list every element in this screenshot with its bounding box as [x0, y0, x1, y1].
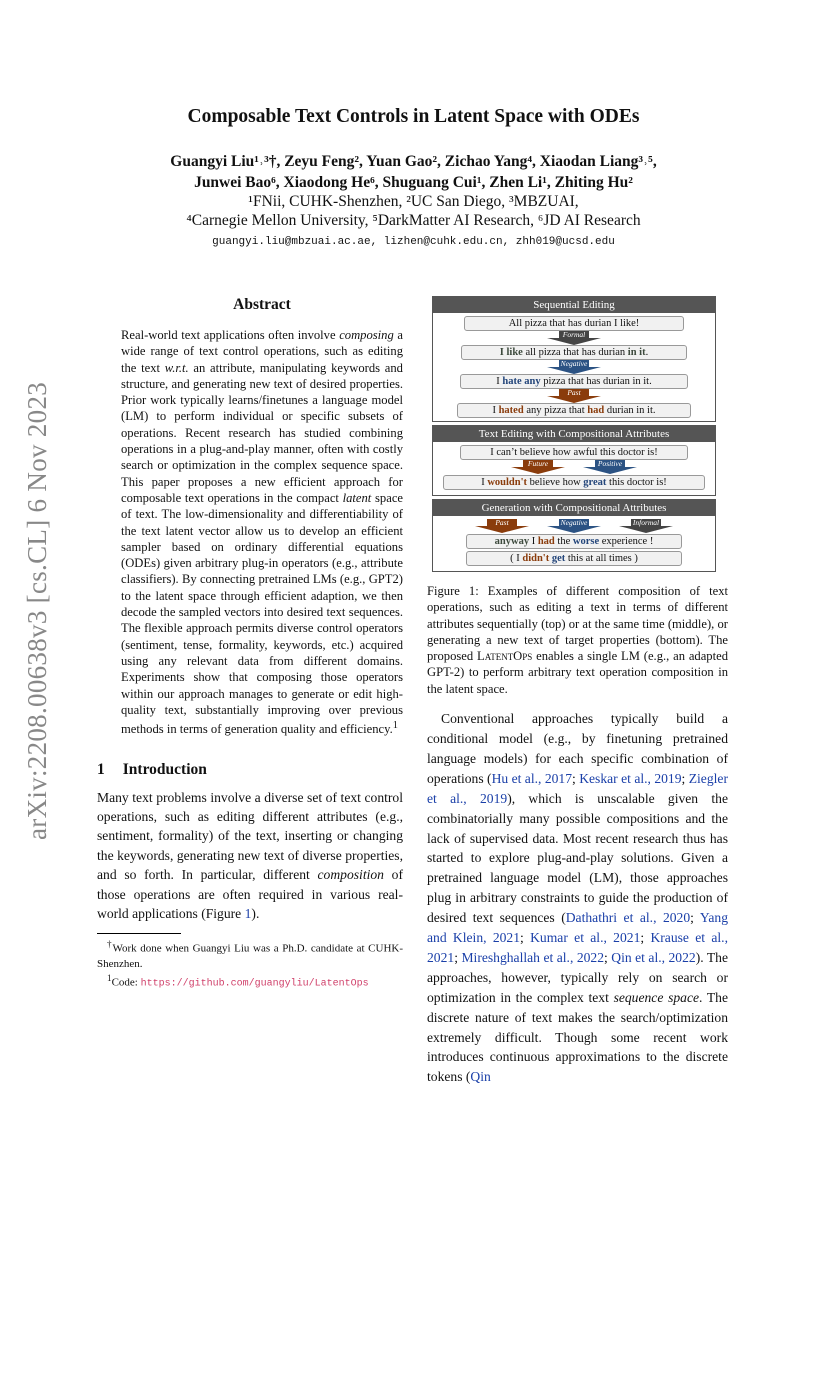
example-sentence [461, 345, 687, 360]
citation-link[interactable]: Dathathri et al., 2020 [565, 910, 691, 926]
citation-link[interactable]: Krause et al., 2021 [427, 930, 728, 965]
figure-panel-gen [432, 499, 716, 572]
authors-line-1: Guangyi Liu¹˒³†, Zeyu Feng², Yuan Gao², Zichao Yang⁴, Xiaodan Liang³˒⁵, [170, 153, 657, 170]
citation-link[interactable]: Mireshghallah et al., 2022 [461, 949, 605, 965]
edited-word: anyway [494, 536, 530, 547]
operator-label: Informal [632, 518, 660, 527]
section-title: Introduction [122, 760, 207, 778]
operator-arrow-icon [619, 519, 673, 533]
section-heading-introduction [97, 760, 403, 780]
text-span: ; [572, 770, 580, 786]
example-sentence [457, 403, 691, 418]
figure-1 [432, 296, 716, 575]
sentence-text: experience ! [599, 536, 654, 547]
footnote-code: $^1$Code: https://github.com/guangyliu/LatentOps [107, 973, 369, 990]
edited-word: get [551, 553, 566, 564]
text-span: a wide range of text control operations, such as editing the text [121, 328, 403, 375]
sentence-text: pizza that has durian in it. [540, 376, 652, 387]
edited-word: hated [498, 405, 524, 416]
text-span: composition [317, 867, 384, 883]
operator-arrow-icon [547, 360, 601, 374]
panel-title: Sequential Editing [433, 297, 715, 313]
operator-label: Past [495, 518, 509, 527]
text-span: ). [251, 906, 260, 922]
citation-link[interactable]: Yang and Klein, 2021 [427, 910, 728, 946]
citation-link[interactable]: Hu et al., 2017 [491, 770, 573, 786]
paper-title: Composable Text Controls in Latent Space with ODEs [187, 106, 640, 127]
example-sentence [460, 374, 688, 389]
sentence-text: this doctor is! [606, 477, 667, 488]
text-span: sequence space [613, 989, 700, 1005]
citation-link[interactable]: 1 [244, 906, 252, 922]
text-span: LatentOps [477, 649, 533, 664]
citation-link[interactable]: Kumar et al., 2021 [530, 930, 641, 946]
authors-line-2: Junwei Bao⁶, Xiaodong He⁶, Shuguang Cui¹, Zhen Li¹, Zhiting Hu² [194, 174, 633, 191]
sentence-text: any pizza that [523, 405, 588, 416]
figure-caption [427, 583, 728, 697]
text-span: ). The approaches, however, typically rely on search or optimization in the complex text [427, 949, 728, 1005]
text-span: enables a single LM (e.g., an adapted GPT-2) to perform arbitrary text operation composition in the latent space. [427, 649, 728, 696]
affiliations-line-2: ⁴Carnegie Mellon University, ⁵DarkMatter AI Research, ⁶JD AI Research [186, 212, 641, 229]
abstract-text [121, 327, 403, 738]
sentence-text: ( I [510, 553, 523, 564]
operator-arrow-icon [583, 460, 637, 474]
panel-title: Text Editing with Compositional Attributes [433, 426, 715, 442]
footnote-dagger: †Work done when Guangyi Liu was a Ph.D. candidate at CUHK-Shenzhen. [97, 939, 403, 970]
code-link[interactable]: https://github.com/guangyliu/LatentOps [140, 978, 369, 990]
sentence-text: durian in it. [604, 405, 656, 416]
panel-title: Generation with Compositional Attributes [433, 500, 715, 516]
edited-word: had [537, 536, 555, 547]
sentence-text: I [492, 405, 499, 416]
operator-label: Negative [560, 359, 588, 368]
introduction-text [97, 788, 403, 924]
edited-word: didn't [522, 553, 550, 564]
sentence-text: All pizza that has durian I like! [508, 318, 640, 329]
section-number: 1 [97, 760, 105, 778]
sentence-text: . [645, 347, 649, 358]
operator-arrow-icon [547, 331, 601, 345]
text-span: Figure 1: Examples of different composition of text operations, such as editing a text in terms of different attributes sequentially (top) or at the same time (middle), or generating a new text of target properties (bottom). The proposed [427, 584, 728, 664]
example-sentence [443, 475, 705, 490]
left-column [97, 295, 403, 1380]
edited-word: wouldn't [487, 477, 527, 488]
text-span: an attribute, manipulating keywords and structure, and generating new text of desired properties. Prior work typically learns/finetunes a language model (LM) to perform individual or specific subsets of operations. Recent research has studied combining operations in a plug-and-play manner, often with costly search or optimization in the complex sequence space. This paper proposes a new efficient approach for composable text operations in the compact [121, 360, 403, 505]
text-span: Many text problems involve a diverse set of text control operations, such as editing different attributes (e.g., sentiment, formality) of the text, inserting or changing the keywords, generating new text of diverse properties, and so forth. In particular, different [97, 789, 403, 883]
edited-word: worse [572, 536, 600, 547]
sentence-text: believe how [527, 477, 584, 488]
sentence-text: I [496, 376, 503, 387]
edited-word: had [587, 405, 605, 416]
citation-link[interactable]: Ziegler et al., 2019 [427, 770, 728, 806]
text-span: ; [520, 930, 531, 946]
sentence-text: this at all times ) [565, 553, 638, 564]
footnotes [97, 937, 403, 992]
example-sentence [464, 316, 684, 331]
text-span: latent [342, 490, 372, 505]
sentence-text: I [529, 536, 538, 547]
text-span: ; [681, 770, 689, 786]
edited-word: great [583, 477, 607, 488]
text-span: . The discrete nature of text makes the search/optimization extremely difficult. Though some recent work introduces continuous approximations to the discrete tokens ( [427, 989, 729, 1085]
edited-word: I like [499, 347, 523, 358]
sentence-text: I can’t believe how awful this doctor is! [490, 447, 658, 458]
text-span: space of text. The low-dimensionality and differentiability of the text latent vector allow us to develop an efficient sampler based on ordinary differential equations (ODEs) given arbitrary plug-in operators (e.g., attribute classifiers). By connecting pretrained LMs (e.g., GPT2) to the latent space through efficient adaption, we then decode the sampled vectors into desired text sequences. The flexible approach permits diverse control operators (sentiment, tense, formality, keywords, etc.) acquired using any relevant data from different domains. Experiments show that composing those operators within our approach manages to generate or edit high-quality text, substantially improving over previous methods in terms of generation quality and efficiency. [121, 490, 403, 737]
citation-link[interactable]: Qin [470, 1069, 491, 1085]
operator-label: Future [527, 459, 549, 468]
sentence-text: the [554, 536, 573, 547]
citation-link[interactable]: Keskar et al., 2019 [579, 770, 682, 786]
text-span: ), which is unscalable given the combinatorially many possible compositions and the lack of supervised data. Most recent research thus has started to explore plug-and-play solutions. Given a pretrained language model (LM), those approaches plug in arbitrary constraints to guide the production of desired text sequences ( [427, 790, 729, 926]
text-span: composing [339, 328, 394, 342]
figure-panel-seq [432, 296, 716, 422]
operator-label: Positive [597, 459, 623, 468]
sentence-text: all pizza that has durian [522, 347, 628, 358]
text-span: of those operations are often required in various real-world applications (Figure [97, 867, 404, 922]
text-span: Real-world text applications often involve [121, 328, 340, 342]
body-paragraph-right-column [427, 709, 728, 1087]
operator-arrow-icon [547, 389, 601, 403]
citation-link[interactable]: Qin et al., 2022 [611, 949, 696, 965]
text-span: Conventional approaches typically build a conditional model (e.g., by finetuning pretrained language models) for each specific combination of operations ( [427, 711, 728, 786]
edited-word: in it [627, 347, 646, 358]
operator-label: Negative [560, 518, 588, 527]
operator-arrow-icon [511, 460, 565, 474]
text-span: ; [454, 949, 462, 965]
operator-arrow-icon [547, 519, 601, 533]
text-span: ; [640, 930, 651, 946]
author-emails: guangyi.liu@mbzuai.ac.ae, lizhen@cuhk.edu.cn, zhh019@ucsd.edu [212, 236, 615, 248]
figure-panel-edit [432, 425, 716, 496]
operator-label: Formal [562, 330, 586, 339]
operator-arrow-icon [475, 519, 529, 533]
sentence-text: I [481, 477, 488, 488]
arxiv-identifier: arXiv:2208.00638v3 [cs.CL] 6 Nov 2023 [22, 381, 52, 840]
edited-word: hate any [502, 376, 541, 387]
abstract-heading: Abstract [233, 296, 291, 313]
right-column [427, 296, 728, 1087]
text-span: 1 [392, 720, 398, 732]
footnote-divider [97, 933, 181, 934]
example-sentence [466, 534, 682, 549]
affiliations-line-1: ¹FNii, CUHK-Shenzhen, ²UC San Diego, ³MBZUAI, [248, 193, 579, 210]
example-sentence [460, 445, 688, 460]
operator-label: Past [567, 388, 581, 397]
footnote-area [97, 933, 403, 992]
text-span: w.r.t. [164, 360, 189, 375]
example-sentence [466, 551, 682, 566]
text-span: ; [690, 910, 700, 926]
text-span: ; [604, 949, 612, 965]
